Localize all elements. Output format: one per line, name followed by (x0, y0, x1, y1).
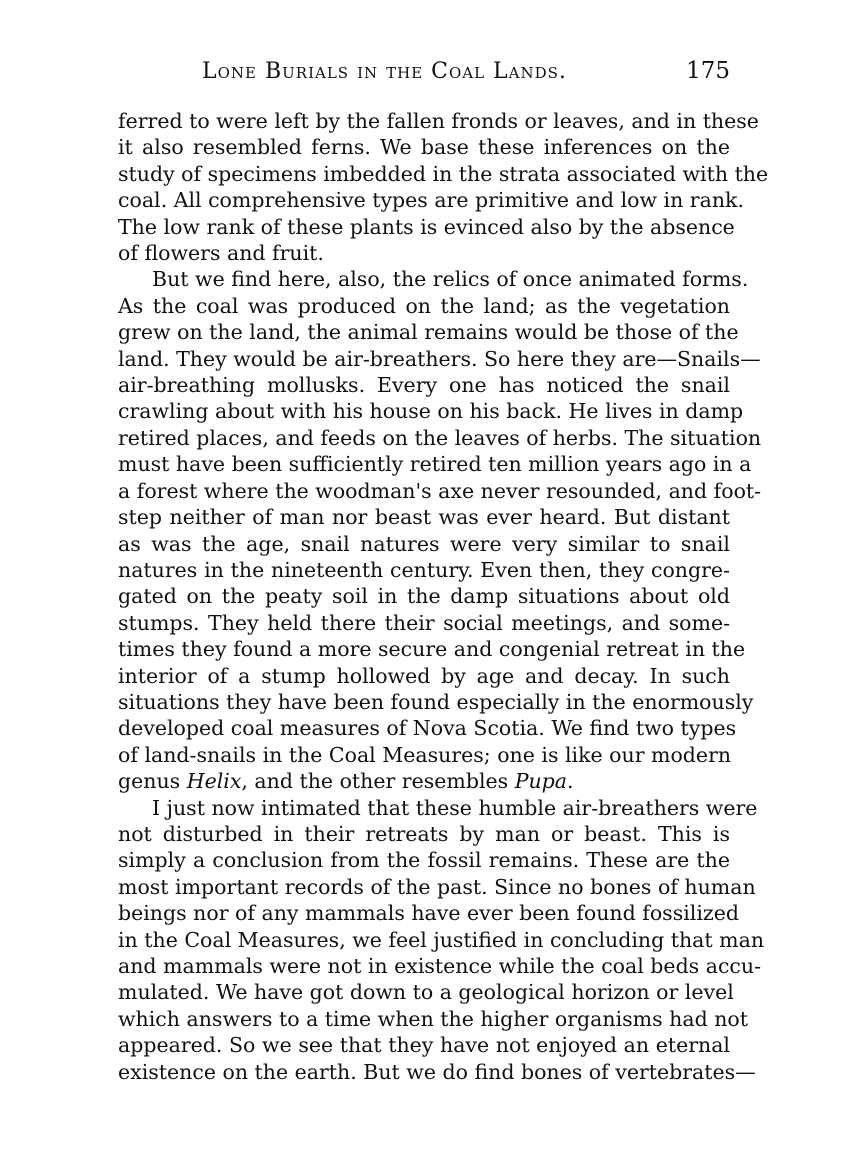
text-line: mulated. We have got down to a geological horizon or level (118, 980, 734, 1005)
text-line: study of specimens imbedded in the strata associated with the (118, 161, 769, 186)
text-line: beings nor of any mammals have ever been found fossilized (118, 901, 739, 926)
text-line: in the Coal Measures, we feel justified in concluding that man (118, 927, 765, 952)
text-line: interior of a stump hollowed by age and decay. In such (118, 663, 730, 688)
text-line: appeared. So we see that they have not enjoyed an eternal (118, 1033, 730, 1058)
text-line: of land-snails in the Coal Measures; one is like our modern (118, 742, 732, 767)
text-line: natures in the nineteenth century. Even then, they congre- (118, 557, 730, 582)
text-line: step neither of man nor beast was ever heard. But distant (118, 505, 730, 530)
text-line: grew on the land, the animal remains would be those of the (118, 320, 739, 345)
genus-name-pupa: Pupa (514, 769, 568, 794)
page-header (118, 58, 730, 92)
text-line: The low rank of these plants is evinced also by the absence (118, 214, 735, 239)
text-line: stumps. They held there their social meetings, and some- (118, 610, 730, 635)
text-line: it also resembled ferns. We base these inferences on the (118, 135, 730, 160)
text-line: land. They would be air-breathers. So here they are—Snails— (118, 346, 761, 371)
text-line: which answers to a time when the higher organisms had not (118, 1006, 748, 1031)
text-line: developed coal measures of Nova Scotia. We find two types (118, 716, 737, 741)
genus-name-helix: Helix (186, 769, 242, 794)
text-line: as was the age, snail natures were very similar to snail (118, 531, 730, 556)
text-line-with-genus-names (118, 768, 730, 794)
text-line: I just now intimated that these humble air-breathers were (152, 795, 758, 820)
text-line: existence on the earth. But we do find bones of vertebrates— (118, 1059, 756, 1084)
text-line: times they found a more secure and congenial retreat in the (118, 637, 746, 662)
text-line: and mammals were not in existence while the coal beds accu- (118, 954, 762, 978)
paragraph-3 (118, 795, 765, 1085)
text-line: gated on the peaty soil in the damp situations about old (118, 584, 730, 609)
text-line: retired places, and feeds on the leaves of herbs. The situation (118, 425, 762, 450)
paragraph-2 (118, 266, 762, 794)
text-fragment: genus (118, 769, 187, 794)
text-fragment: , and the other resembles (241, 769, 515, 794)
running-head: Lone Burials in the Coal Lands. (202, 59, 567, 84)
text-line: must have been sufficiently retired ten million years ago in a (118, 452, 752, 477)
text-line: coal. All comprehensive types are primitive and low in rank. (118, 188, 744, 213)
text-line: As the coal was produced on the land; as the vegetation (118, 293, 730, 318)
text-line: ferred to were left by the fallen fronds or leaves, and in these (118, 109, 759, 133)
text-line: not disturbed in their retreats by man or beast. This is (118, 821, 730, 846)
text-line: a forest where the woodman's axe never resounded, and foot- (118, 478, 762, 503)
text-line: air-breathing mollusks. Every one has noticed the snail (118, 373, 730, 398)
text-line: most important records of the past. Since no bones of human (118, 874, 756, 899)
text-line: simply a conclusion from the fossil remains. These are the (118, 848, 730, 873)
page-number: 175 (686, 58, 730, 84)
text-line: of flowers and fruit. (118, 241, 324, 266)
text-line: But we find here, also, the relics of once animated forms. (152, 267, 749, 292)
body-text (118, 108, 769, 1085)
paragraph-1 (118, 108, 769, 266)
text-line: situations they have been found especially in the enormously (118, 689, 754, 714)
text-line: crawling about with his house on his back. He lives in damp (118, 399, 744, 424)
text-fragment: . (567, 769, 574, 794)
